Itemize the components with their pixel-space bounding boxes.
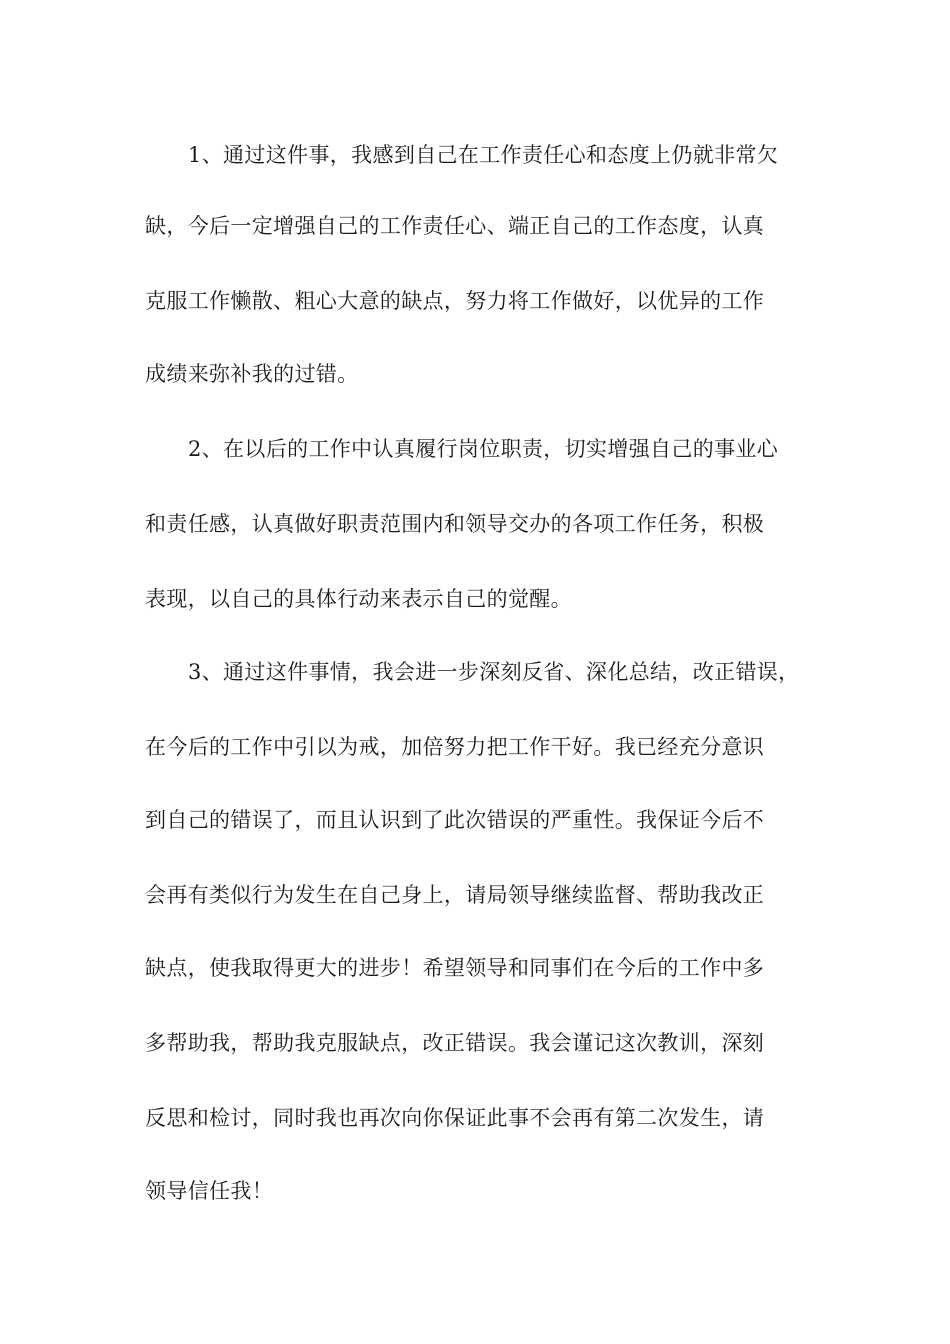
paragraph-line: 在今后的工作中引以为戒，加倍努力把工作干好。我已经充分意识 [145, 735, 765, 759]
paragraph-line: 克服工作懒散、粗心大意的缺点，努力将工作做好，以优异的工作 [145, 289, 765, 313]
paragraph-line: 1、通过这件事，我感到自己在工作责任心和态度上仍就非常欠 [188, 143, 779, 167]
paragraph-line: 和责任感，认真做好职责范围内和领导交办的各项工作任务，积极 [145, 512, 765, 536]
paragraph-line: 领导信任我！ [145, 1179, 274, 1203]
paragraph-line: 反思和检讨，同时我也再次向你保证此事不会再有第二次发生，请 [145, 1106, 765, 1130]
paragraph-line: 表现，以自己的具体行动来表示自己的觉醒。 [145, 587, 572, 611]
paragraph-line: 缺，今后一定增强自己的工作责任心、端正自己的工作态度，认真 [145, 214, 765, 238]
paragraph-line: 缺点，使我取得更大的进步！希望领导和同事们在今后的工作中多 [145, 956, 765, 980]
paragraph-line: 到自己的错误了，而且认识到了此次错误的严重性。我保证今后不 [145, 808, 765, 832]
paragraph-line: 会再有类似行为发生在自己身上，请局领导继续监督、帮助我改正 [145, 883, 765, 907]
paragraph-line: 多帮助我，帮助我克服缺点，改正错误。我会谨记这次教训，深刻 [145, 1031, 765, 1055]
paragraph-line: 成绩来弥补我的过错。 [145, 362, 359, 386]
paragraph-line: 2、在以后的工作中认真履行岗位职责，切实增强自己的事业心 [188, 437, 779, 461]
paragraph-line: 3、通过这件事情，我会进一步深刻反省、深化总结，改正错误， [188, 660, 800, 684]
